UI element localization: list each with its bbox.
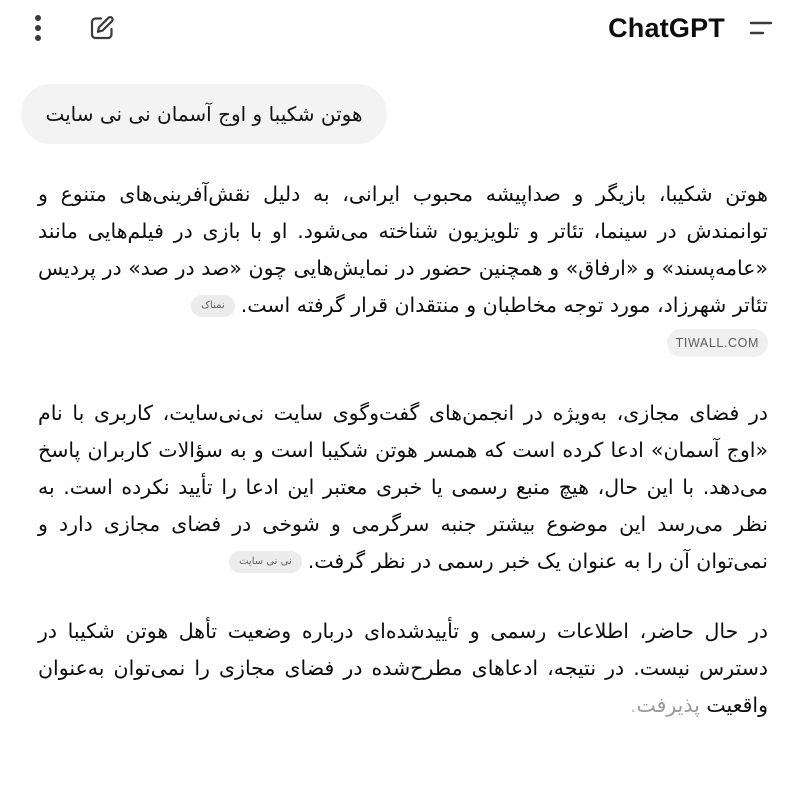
assistant-paragraph-3 — [38, 613, 768, 724]
vertical-dots-icon — [34, 14, 42, 42]
citation-chip[interactable]: نی نی سایت — [229, 551, 302, 573]
paragraph-text: هوتن شکیبا، بازیگر و صداپیشه محبوب ایرانی، به دلیل نقش‌آفرینی‌های متنوع و توانمندش در سینما، تئاتر و تلویزیون شناخته می‌شود. او با بازی در فیلم‌هایی مانند «عامه‌پسند» و «ارفاق» و همچنین حضور در نمایش‌هایی چون «صد در صد» در پردیس تئاتر شهرزاد، مورد توجه مخاطبان و منتقدان قرار گرفته است. — [38, 182, 768, 317]
paragraph-text: در فضای مجازی، به‌ویژه در انجمن‌های گفت‌وگوی سایت نی‌نی‌سایت، کاربری با نام «اوج آسمان» ادعا کرده است که همسر هوتن شکیبا است و به سؤالات کاربران پاسخ می‌دهد. با این حال، هیچ منبع رسمی یا خبری معتبر این ادعا را تأیید نکرده است. به نظر می‌رسد این موضوع بیشتر جنبه سرگرمی و شوخی در فضای مجازی دارد و نمی‌توان آن را به عنوان یک خبر رسمی در نظر گرفت. — [38, 401, 768, 573]
app-title: ChatGPT — [608, 13, 725, 43]
hamburger-icon — [748, 18, 774, 38]
assistant-paragraph-2 — [38, 395, 768, 580]
paragraph-text: در حال حاضر، اطلاعات رسمی و تأییدشده‌ای درباره وضعیت تأهل هوتن شکیبا در دسترس نیست. در نتیجه، ادعاهای مطرح‌شده در فضای مجازی را نمی‌توان به‌عنوان واقعیت — [38, 619, 768, 717]
more-options-button[interactable] — [22, 10, 54, 46]
streaming-text: پذیرفت — [636, 693, 700, 717]
user-message-text: هوتن شکیبا و اوج آسمان نی نی سایت — [45, 102, 363, 126]
new-chat-button[interactable] — [84, 10, 120, 46]
assistant-paragraph-1 — [38, 176, 768, 324]
user-message-bubble — [21, 84, 387, 144]
top-bar — [0, 0, 799, 56]
citation-chip[interactable]: نمناک — [191, 295, 235, 317]
sidebar-toggle-button[interactable] — [745, 14, 777, 42]
source-link-chip[interactable]: TIWALL.COM — [667, 329, 768, 357]
edit-pencil-icon — [88, 14, 116, 42]
streaming-tail: . — [629, 693, 637, 717]
